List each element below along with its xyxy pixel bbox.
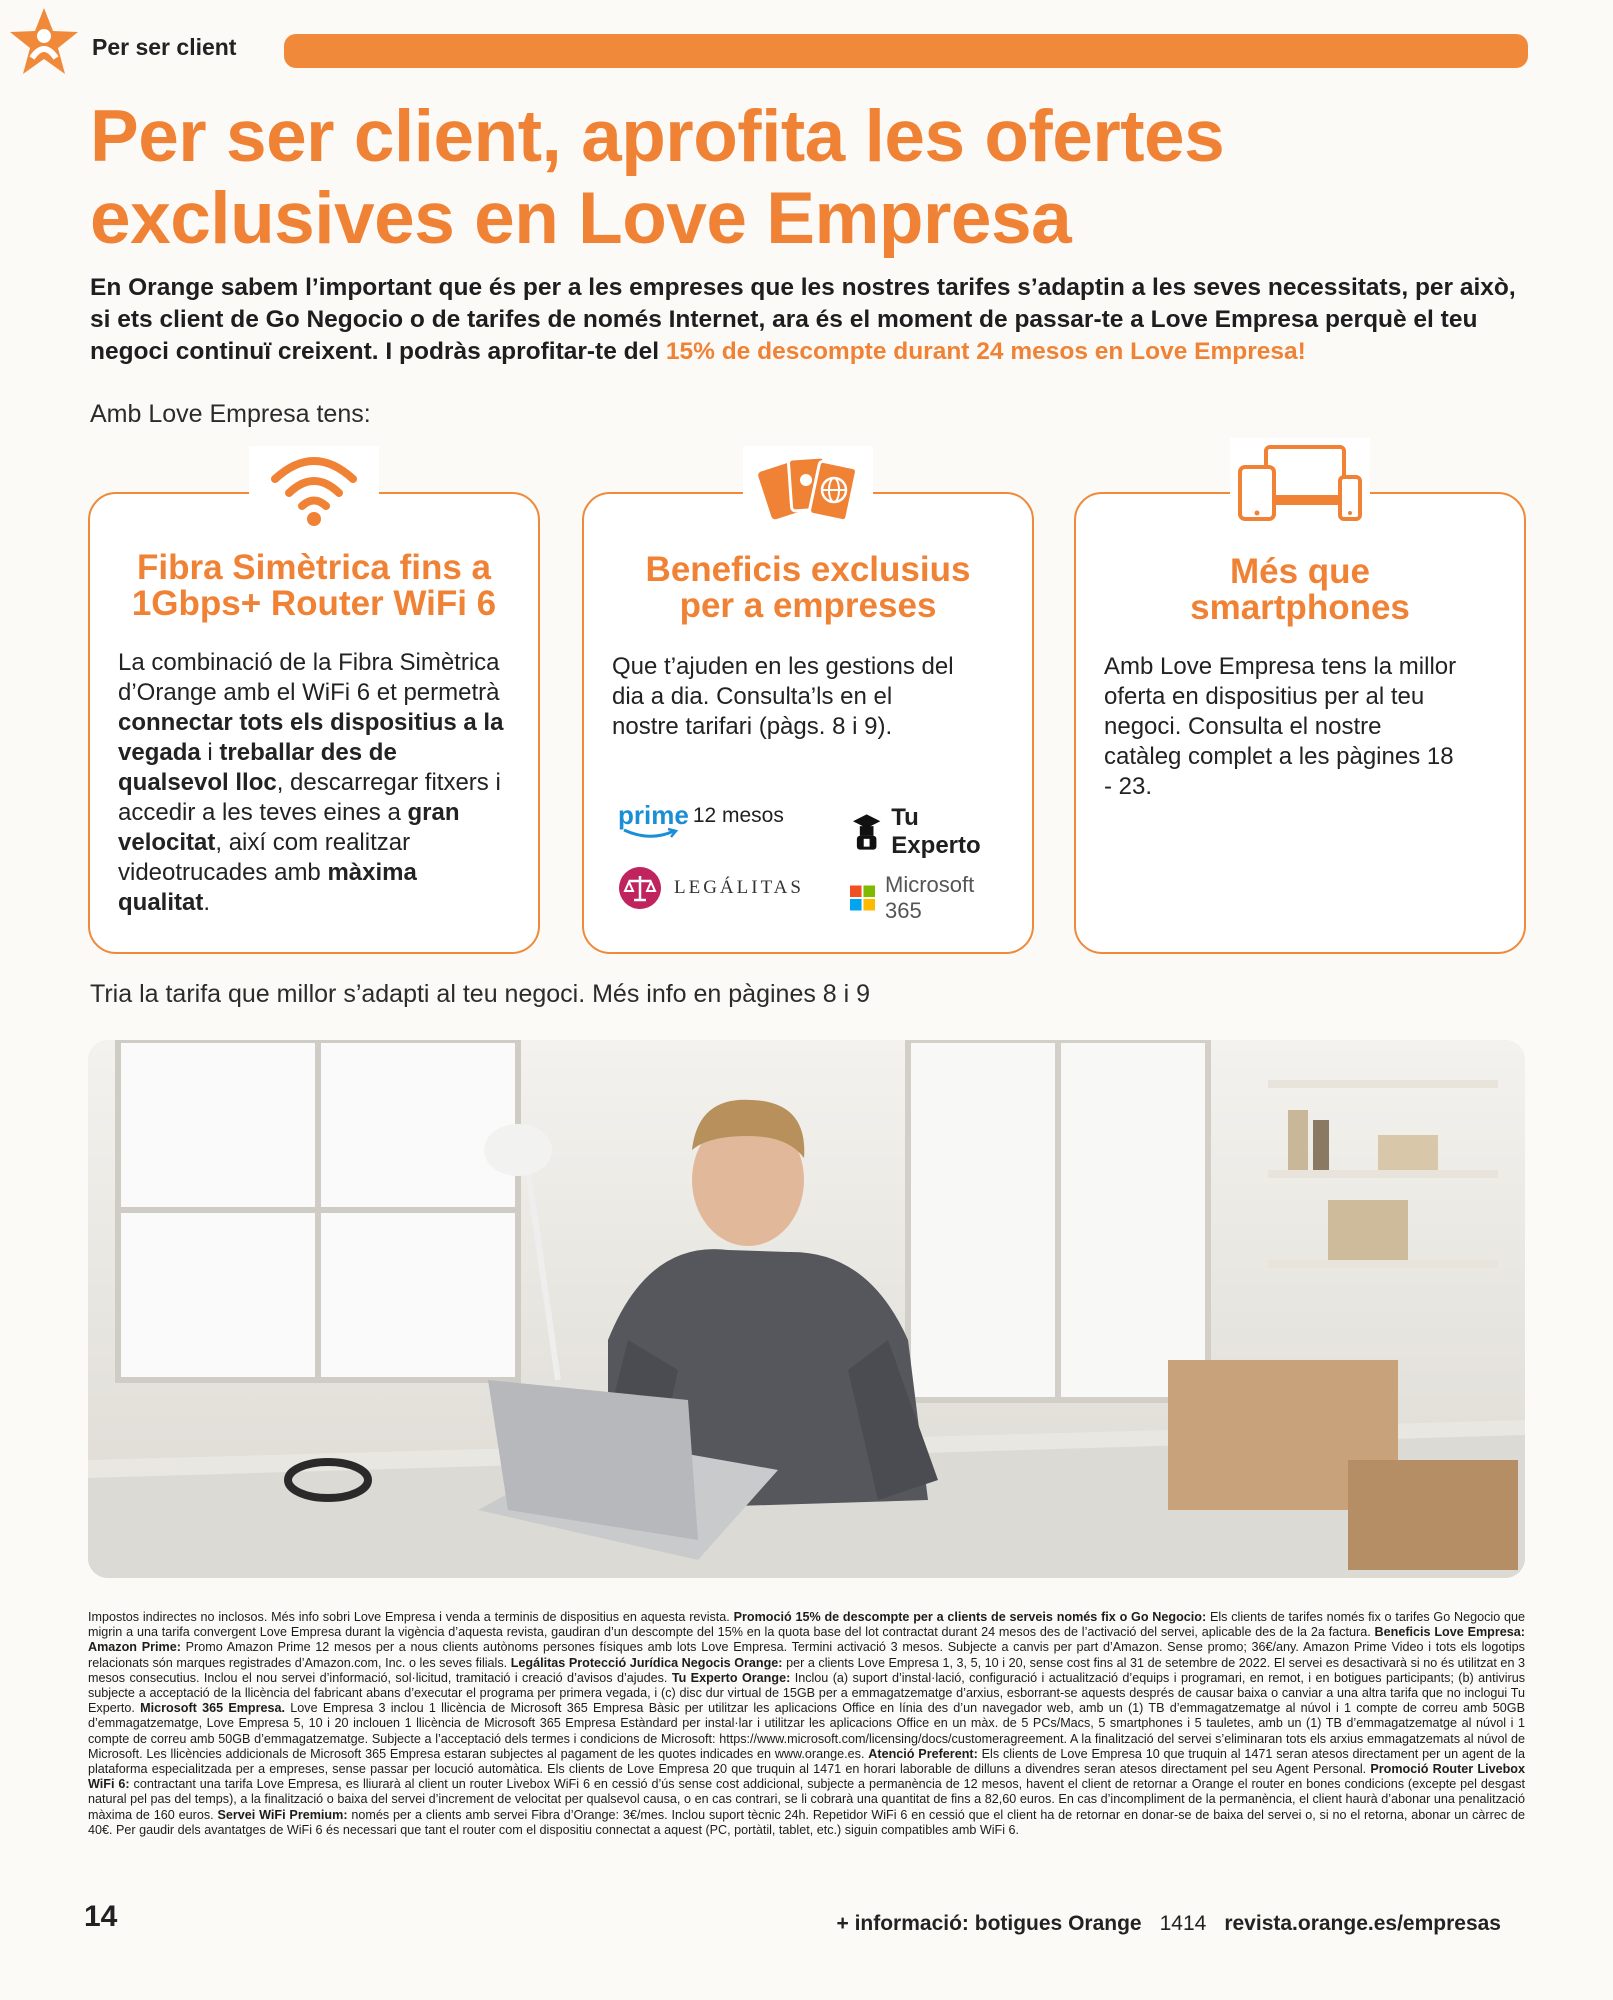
microsoft-icon (850, 885, 875, 911)
fine-print-text: Promo Amazon Prime 12 mesos per a nous clients autònoms persones físiques amb lots Love Empresa. Termini activació 3 mesos. Subjecte a canvis per part d’Amazon. Sense promo; 36€/any. Amazon Prime Video i tots els logotips relacionats són marques registrades d’Amazon.com, Inc. o les seves filials. (88, 1640, 1525, 1670)
devices-icon (1230, 438, 1370, 528)
headline-line-2: exclusives en Love Empresa (90, 178, 1072, 259)
fine-print-bold: Promoció Router Livebox WiFi 6: (88, 1762, 1525, 1792)
card-smartphones (1074, 492, 1526, 954)
body-text: . (203, 889, 211, 916)
card-fibra-title (100, 550, 528, 622)
fine-print-bold: Servei WiFi Premium: (217, 1807, 348, 1822)
body-text: , descarregar fitxers i accedir a les teves eines a (118, 769, 501, 826)
amb-label: Amb Love Empresa tens: (90, 400, 371, 428)
amazon-smile-icon (622, 828, 678, 840)
scales-icon (618, 866, 662, 910)
card-beneficis (582, 492, 1034, 954)
fine-print (88, 1610, 1525, 1838)
card-fibra-title-1: Fibra Simètrica fins a (136, 548, 492, 587)
fine-print-bold: Legálitas Protecció Jurídica Negocis Orange: (510, 1655, 783, 1670)
body-bold: treballar des de qualsevol lloc (118, 739, 397, 796)
cards-globe-icon (743, 446, 873, 532)
graduate-icon (852, 812, 881, 852)
fine-print-text: només per a clients amb servei Fibra d’Orange: 3€/mes. Inclou suport tècnic 24h. Repetidor WiFi 6 en cessió que el client ha de retornar en donar-se de baixa del servei o, si no el retorna, abonar un càrrec de 40€. Per gaudir dels avantatges de WiFi 6 és necessari que tant el router com el dispositiu connectat a aquest (PC, portàtil, tablet, etc.) siguin compatibles amb WiFi 6. (88, 1807, 1525, 1837)
office-photo (88, 1040, 1525, 1578)
prime-months: 12 mesos (692, 803, 784, 827)
fine-print-text: Els clients de Love Empresa 10 que truquin al 1471 seran atesos directament per un agent de la plataforma especialitzada per a empreses, sense passar per locució automàtica. Els clients de Love Empresa 20 que truquin al 1471 en horari laborable de dilluns a divendres seran atesos directament pel seu Agent Personal. (88, 1746, 1526, 1777)
fine-print-bold: Promoció 15% de descompte per a clients de serveis només fix o Go Negocio: (733, 1610, 1207, 1624)
card-beneficis-title-2: per a empreses (679, 586, 937, 625)
fine-print-bold: Atenció Preferent: (868, 1746, 978, 1761)
fine-print-bold: Microsoft 365 Empresa. (140, 1701, 286, 1716)
header-bar (284, 34, 1528, 68)
intro-paragraph (90, 272, 1530, 368)
section-label: Per ser client (92, 34, 237, 60)
fine-print-text: per a clients Love Empresa 1, 3, 5, 10 i 20, sense cost fins al 31 de setembre de 2022. El servei es desactivarà si no és utilitzat en 3 mesos consecutius. Inclou el nou servei d’informació, sol·licitud, tramitació i creació d’avisos d’ajudes. (88, 1655, 1526, 1685)
fine-print-text: contractant una tarifa Love Empresa, es lliurarà al client un router Livebox WiFi 6 en cessió d’ús sense cost addicional, subjecte a permanència de 12 mesos, havent el client de retornar a Orange el router en bones condicions (excepte pel desgast natural pel pas del temps), a la finalització o baixa del servei d’increment de velocitat per qualsevol causa, o en cas contrari, se li cobrarà una quantitat de fins a 82,60 euros. En cas d’incompliment de la permanència, el client haurà d’abonar una penalització màxima de 160 euros. (88, 1777, 1526, 1822)
body-text: i (200, 739, 220, 766)
body-text: , així com realitzar videotrucades amb (118, 829, 411, 886)
card-fibra-title-2: 1Gbps+ Router WiFi 6 (131, 584, 497, 623)
card-beneficis-title (594, 552, 1022, 624)
fine-print-bold: Beneficis Love Empresa: Amazon Prime: (88, 1625, 1525, 1655)
man-with-laptop-illustration (88, 1040, 1525, 1578)
page-number: 14 (84, 1900, 118, 1933)
footer-phone: 1414 (1159, 1912, 1207, 1935)
body-bold: gran velocitat (118, 799, 460, 856)
fine-print-bold: Tu Experto Orange: (671, 1670, 791, 1685)
tu-experto-logo (852, 804, 1012, 860)
legalitas-logo (618, 866, 804, 910)
intro-text: En Orange sabem l’important que és per a les empreses que les nostres tarifes s’adaptin a les seves necessitats, per això, si ets client de Go Negocio o de tarifes de només Internet, ara és el moment de passar-te a Love Empresa perquè el teu negoci continuï creixent. I podràs aprofitar-te del (90, 274, 1516, 365)
body-bold: màxima qualitat (118, 859, 417, 916)
card-smartphones-body: Amb Love Empresa tens la millor oferta en dispositius per al teu negoci. Consulta el nostre catàleg complet a les pàgines 18 - 23. (1104, 653, 1457, 800)
body-bold: connectar tots els dispositius a la vegada (118, 709, 504, 766)
card-smartphones-title (1086, 554, 1514, 626)
intro-highlight: 15% de descompte durant 24 mesos en Love Empresa! (665, 338, 1306, 365)
wifi-icon (249, 446, 379, 532)
footer-url[interactable]: revista.orange.es/empresas (1224, 1912, 1501, 1935)
footer-info: + informació: botigues Orange (836, 1912, 1142, 1935)
page-headline (90, 96, 1530, 260)
tria-text: Tria la tarifa que millor s’adapti al teu negoci. Més info en pàgines 8 i 9 (90, 980, 871, 1008)
microsoft-text: Microsoft 365 (885, 872, 975, 923)
card-beneficis-body: Que t’ajuden en les gestions del dia a dia. Consulta’ls en el nostre tarifari (pàgs. 8 i 9). (612, 653, 954, 740)
fine-print-text: Inclou (a) suport d’instal·lació, configuració i actualització d’equips i programari, en remot, i en botigues participants; (b) antivirus subjecte a acceptació de la llicència del fabricant abans d’executar el programa per primera vegada, i (c) disc dur virtual de 15GB per a emmagatzematge d’arxius, esborrant-se aquests després de causar baixa o canviar a una altra tarifa que no inclogui Tu Experto. (88, 1670, 1525, 1716)
headline-line-1: Per ser client, aprofita les ofertes (90, 96, 1225, 177)
card-beneficis-title-1: Beneficis exclusius (645, 550, 971, 589)
prime-wordmark: prime (618, 800, 689, 830)
partner-logos (614, 796, 1012, 923)
microsoft-365-logo (850, 872, 1012, 924)
card-smartphones-title-2: smartphones (1190, 588, 1410, 627)
fine-print-text: Love Empresa 3 inclou 1 llicència de Microsoft 365 Empresa Bàsic per utilitzar les aplicacions Office en línia des d’un navegador web, amb un (1) TB d’emmagatzematge al núvol i 1 compte de correu amb 50GB d’emmagatzematge, Love Empresa 5, 10 i 20 inclouen 1 llicència de Microsoft 365 Empresa Estàndard per instal·lar i utilitzar les aplicacions Office en un màx. de 5 PCs/Macs, 5 smartphones i 5 tauletes, amb un (1) TB d’emmagatzematge al núvol i 1 compte de correu amb 50GB d’emmagatzematge. Subjecte a l’acceptació dels termes i condicions de Microsoft: https://www.microsoft.com/licensing/docs/customeragreement. A la finalització del servei s’eliminaran tots els arxius emmagatzemats al núvol de Microsoft. Les llicències addicionals de Microsoft 365 Empresa estaran subjectes al pagament de les quotes indicades en www.orange.es. (88, 1701, 1525, 1761)
prime-logo (618, 800, 784, 831)
card-fibra (88, 492, 540, 954)
fine-print-text: Impostos indirectes no inclosos. Més info sobri Love Empresa i venda a terminis de dispositius en aquesta revista. (88, 1610, 734, 1624)
fine-print-text: Els clients de tarifes només fix o tarifes Go Negocio que migrin a una tarifa convergent Love Empresa durant la vigència d’aquesta revista, gaudiran d’un descompte del 15% en la quota base del lot contractat durant 24 mesos des de l’activació del servei, aplicable des de la 2a factura. (88, 1610, 1525, 1640)
card-smartphones-title-1: Més que (1229, 552, 1371, 591)
footer (836, 1912, 1501, 1936)
star-person-icon (8, 6, 80, 78)
legalitas-text: LEGÁLITAS (674, 877, 804, 898)
body-text: La combinació de la Fibra Simètrica d’Orange amb el WiFi 6 et permetrà (118, 649, 500, 706)
tu-experto-text: Tu Experto (891, 804, 981, 859)
card-fibra-body (118, 648, 514, 918)
